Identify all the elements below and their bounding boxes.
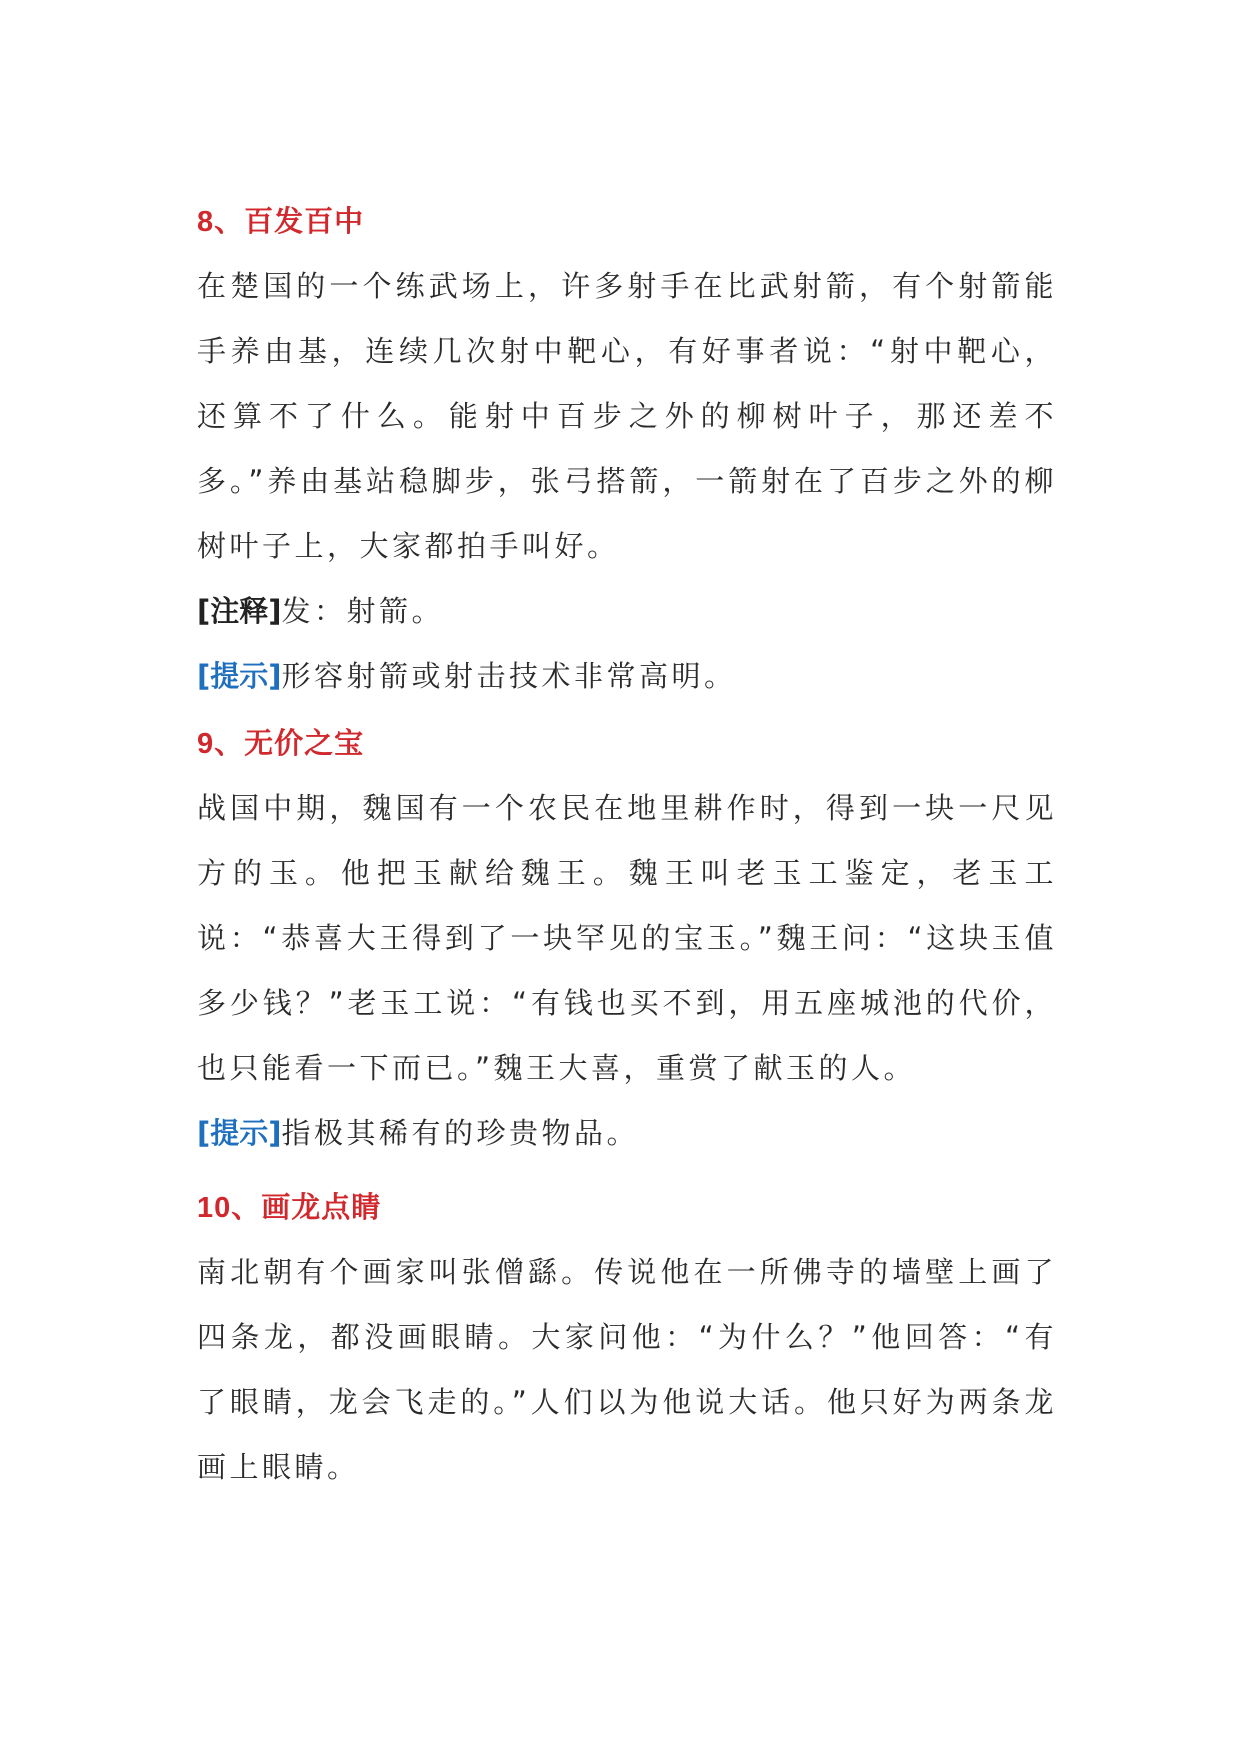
hint-text: 形容射箭或射击技术非常高明。 bbox=[281, 659, 737, 693]
note-line bbox=[197, 579, 1057, 644]
hint-text: 指极其稀有的珍贵物品。 bbox=[281, 1116, 640, 1150]
hint-line bbox=[197, 1101, 1057, 1166]
note-text: 发：射箭。 bbox=[281, 594, 445, 628]
story-body: 在楚国的一个练武场上，许多射手在比武射箭，有个射箭能手养由基，连续几次射中靶心，有好事者说：“射中靶心，还算不了什么。能射中百步之外的柳树叶子，那还差不多。”养由基站稳脚步，张弓搭箭，一箭射在了百步之外的柳树叶子上，大家都拍手叫好。 bbox=[197, 269, 1057, 563]
story-section bbox=[197, 1188, 1057, 1500]
hint-label: [提示] bbox=[197, 659, 282, 693]
hint-line bbox=[197, 644, 1057, 709]
hint-label: [提示] bbox=[197, 1116, 282, 1150]
story-body: 南北朝有个画家叫张僧繇。传说他在一所佛寺的墙壁上画了四条龙，都没画眼睛。大家问他：“为什么？”他回答：“有了眼睛，龙会飞走的。”人们以为他说大话。他只好为两条龙画上眼睛。 bbox=[197, 1255, 1057, 1484]
story-body: 战国中期，魏国有一个农民在地里耕作时，得到一块一尺见方的玉。他把玉献给魏王。魏王叫老玉工鉴定，老玉工说：“恭喜大王得到了一块罕见的宝玉。”魏王问：“这块玉值多少钱？”老玉工说：“有钱也买不到，用五座城池的代价，也只能看一下而已。”魏王大喜，重赏了献玉的人。 bbox=[197, 791, 1057, 1085]
note-label: [注释] bbox=[197, 594, 282, 628]
story-title: 9、无价之宝 bbox=[197, 728, 365, 760]
story-title: 8、百发百中 bbox=[197, 206, 365, 238]
story-section bbox=[197, 202, 1057, 709]
document-page bbox=[197, 0, 1057, 1754]
story-title: 10、画龙点睛 bbox=[197, 1192, 382, 1224]
story-section bbox=[197, 724, 1057, 1166]
